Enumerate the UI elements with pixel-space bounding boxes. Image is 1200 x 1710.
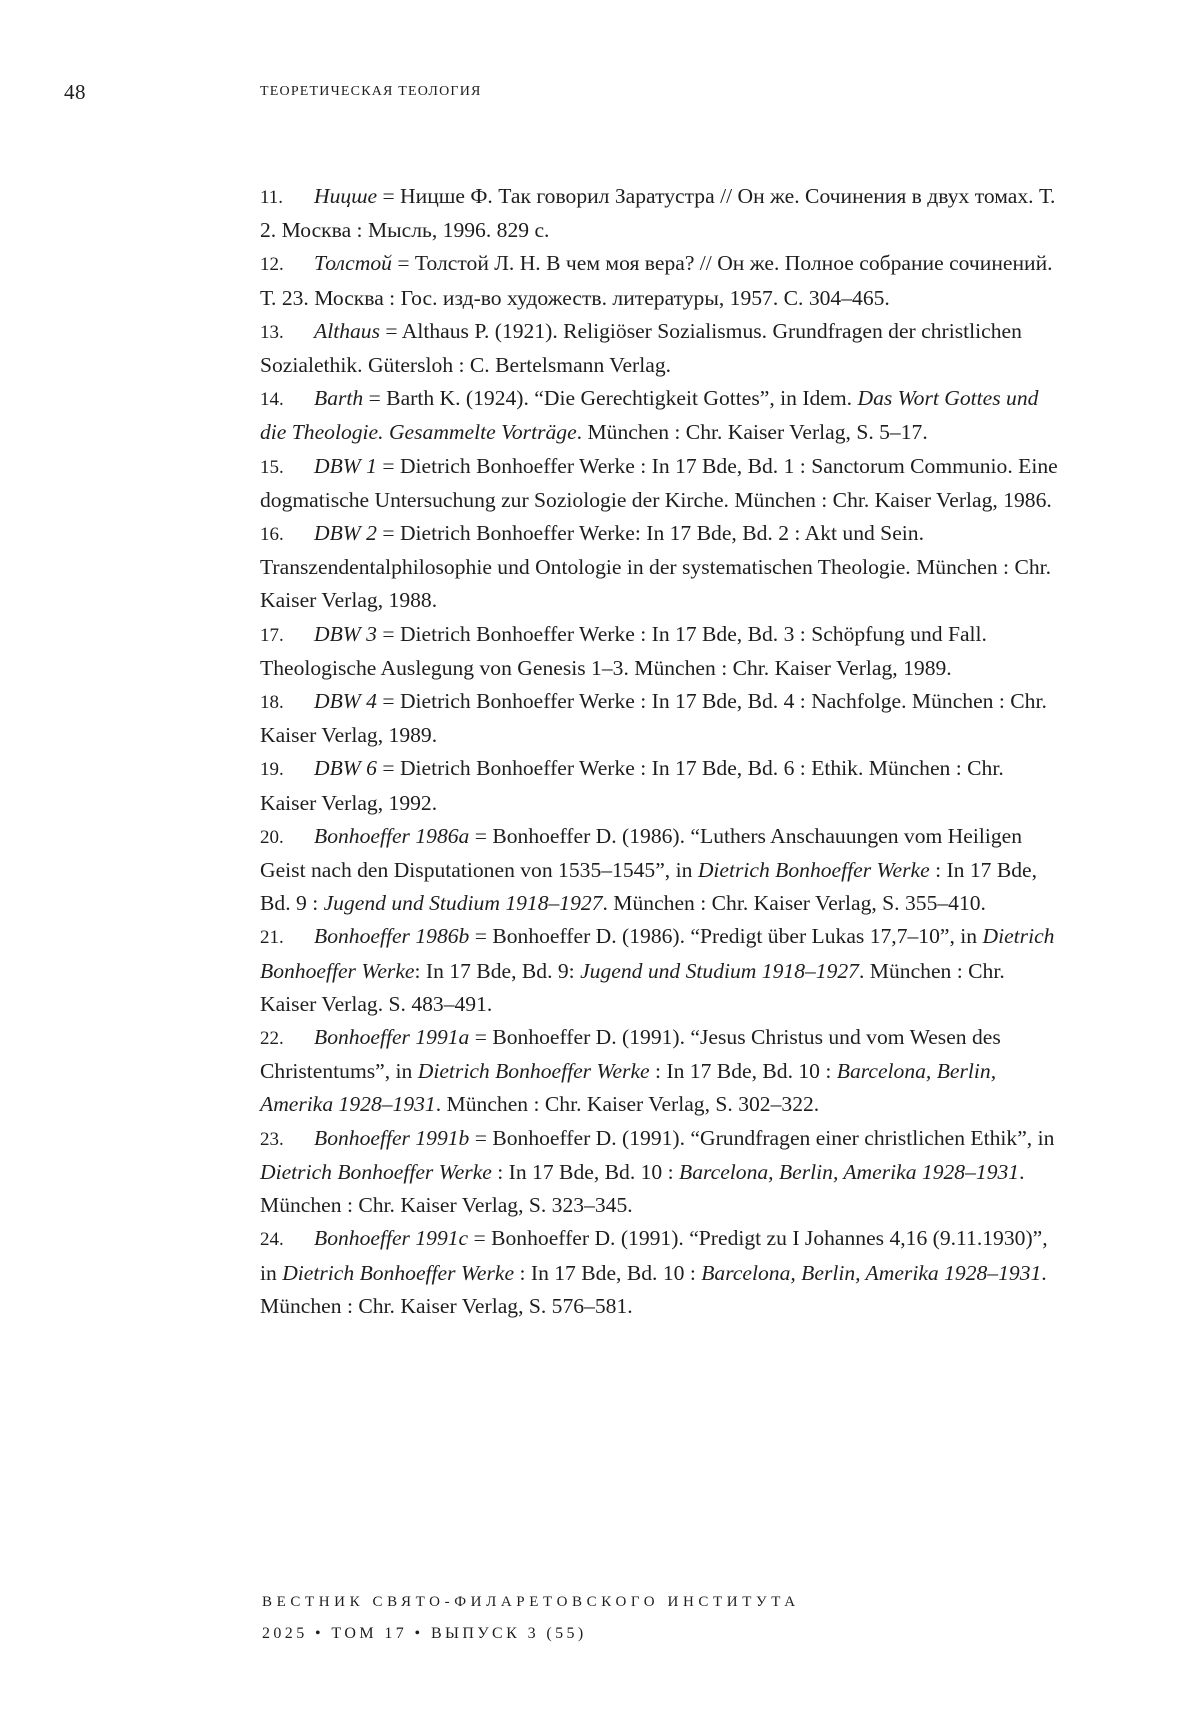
reference-item	[260, 517, 1060, 618]
reference-text: . München : Chr. Kaiser Verlag, S. 302–322.	[436, 1092, 819, 1116]
reference-text: = Dietrich Bonhoeffer Werke : In 17 Bde, Bd. 3 : Schöpfung und Fall. Theologische Auslegung von Genesis 1–3. München : Chr. Kaiser Verlag, 1989.	[260, 622, 987, 680]
reference-italic-text: Bonhoeffer 1991b	[314, 1126, 469, 1150]
reference-item	[260, 618, 1060, 685]
reference-italic-text: Bonhoeffer 1991a	[314, 1025, 469, 1049]
reference-number: 12.	[260, 248, 314, 281]
reference-number: 11.	[260, 181, 314, 214]
reference-text: = Bonhoeffer D. (1986). “Predigt über Lukas 17,7–10”, in	[469, 924, 982, 948]
reference-italic-text: Barcelona, Berlin, Amerika 1928–1931	[701, 1261, 1041, 1285]
reference-number: 15.	[260, 451, 314, 484]
reference-italic-text: Barth	[314, 386, 363, 410]
reference-italic-text: Bonhoeffer 1991c	[314, 1226, 468, 1250]
reference-text: : In 17 Bde, Bd. 10 :	[492, 1160, 679, 1184]
reference-item	[260, 820, 1060, 921]
reference-text: . München : Chr. Kaiser Verlag, S. 576–581.	[260, 1261, 1047, 1318]
reference-text: = Dietrich Bonhoeffer Werke : In 17 Bde, Bd. 4 : Nachfolge. München : Chr. Kaiser Verlag, 1989.	[260, 689, 1047, 747]
reference-italic-text: Jugend und Studium 1918–1927	[324, 891, 603, 915]
journal-title: ВЕСТНИК СВЯТО-ФИЛАРЕТОВСКОГО ИНСТИТУТА	[262, 1586, 800, 1618]
reference-italic-text: Dietrich Bonhoeffer Werke	[418, 1059, 650, 1083]
reference-number: 14.	[260, 383, 314, 416]
reference-text: . München : Chr. Kaiser Verlag. S. 483–491.	[260, 959, 1005, 1016]
reference-item	[260, 450, 1060, 517]
reference-item	[260, 1021, 1060, 1122]
reference-italic-text: Dietrich Bonhoeffer Werke	[282, 1261, 514, 1285]
reference-list	[260, 180, 1060, 1323]
reference-italic-text: DBW 4	[314, 689, 377, 713]
reference-italic-text: Ницше	[314, 184, 377, 208]
reference-italic-text: Das Wort Gottes und die Theologie. Gesammelte Vorträge	[260, 386, 1038, 444]
reference-number: 17.	[260, 619, 314, 652]
reference-text: = Dietrich Bonhoeffer Werke: In 17 Bde, Bd. 2 : Akt und Sein. Transzendentalphilosophie und Ontologie in der systematischen Theologie. München : Chr. Kaiser Verlag, 1988.	[260, 521, 1051, 612]
reference-italic-text: Bonhoeffer 1986b	[314, 924, 469, 948]
journal-issue: 2025 • ТОМ 17 • ВЫПУСК 3 (55)	[262, 1618, 800, 1650]
reference-item	[260, 247, 1060, 314]
reference-number: 20.	[260, 821, 314, 854]
reference-text: . München : Chr. Kaiser Verlag, S. 5–17.	[577, 420, 928, 444]
reference-italic-text: Dietrich Bonhoeffer Werke	[260, 1160, 492, 1184]
reference-italic-text: Dietrich Bonhoeffer Werke	[698, 858, 930, 882]
reference-italic-text: Толстой	[314, 251, 392, 275]
reference-item	[260, 180, 1060, 247]
reference-text: . München : Chr. Kaiser Verlag, S. 355–410.	[603, 891, 986, 915]
reference-italic-text: Jugend und Studium 1918–1927	[580, 959, 859, 983]
reference-text: . München : Chr. Kaiser Verlag, S. 323–345.	[260, 1160, 1025, 1217]
reference-italic-text: Althaus	[314, 319, 380, 343]
reference-item	[260, 382, 1060, 449]
reference-italic-text: DBW 6	[314, 756, 377, 780]
reference-number: 22.	[260, 1022, 314, 1055]
reference-text: = Bonhoeffer D. (1991). “Grundfragen einer christlichen Ethik”, in	[469, 1126, 1054, 1150]
reference-text: : In 17 Bde, Bd. 10 :	[514, 1261, 701, 1285]
reference-text: : In 17 Bde, Bd. 9:	[415, 959, 581, 983]
reference-number: 23.	[260, 1123, 314, 1156]
reference-italic-text: DBW 3	[314, 622, 377, 646]
reference-text: = Bonhoeffer D. (1991). “Jesus Christus und vom Wesen des Christentums”, in	[260, 1025, 1001, 1083]
reference-italic-text: DBW 1	[314, 454, 377, 478]
running-head	[64, 80, 1136, 104]
reference-italic-text: Bonhoeffer 1986a	[314, 824, 469, 848]
reference-text: = Ницше Ф. Так говорил Заратустра // Он же. Сочинения в двух томах. Т. 2. Москва : Мысль, 1996. 829 с.	[260, 184, 1055, 242]
reference-item	[260, 752, 1060, 819]
reference-number: 13.	[260, 316, 314, 349]
reference-number: 16.	[260, 518, 314, 551]
reference-item	[260, 1222, 1060, 1323]
page-number: 48	[64, 80, 86, 105]
reference-italic-text: Barcelona, Berlin, Amerika 1928–1931	[679, 1160, 1019, 1184]
reference-item	[260, 920, 1060, 1021]
reference-number: 19.	[260, 753, 314, 786]
reference-number: 21.	[260, 921, 314, 954]
reference-item	[260, 315, 1060, 382]
reference-text: : In 17 Bde, Bd. 9 :	[260, 858, 1037, 915]
reference-number: 24.	[260, 1223, 314, 1256]
reference-number: 18.	[260, 686, 314, 719]
reference-item	[260, 685, 1060, 752]
journal-footer	[262, 1586, 800, 1650]
section-title: ТЕОРЕТИЧЕСКАЯ ТЕОЛОГИЯ	[260, 84, 482, 100]
reference-text: = Barth K. (1924). “Die Gerechtigkeit Gottes”, in Idem.	[363, 386, 857, 410]
reference-text: = Bonhoeffer D. (1991). “Predigt zu I Johannes 4,16 (9.11.1930)”, in	[260, 1226, 1048, 1284]
reference-italic-text: DBW 2	[314, 521, 377, 545]
reference-text: : In 17 Bde, Bd. 10 :	[650, 1059, 837, 1083]
reference-text: = Dietrich Bonhoeffer Werke : In 17 Bde, Bd. 6 : Ethik. München : Chr. Kaiser Verlag, 1992.	[260, 756, 1004, 814]
reference-italic-text: Dietrich Bonhoeffer Werke	[260, 924, 1054, 982]
reference-text: = Dietrich Bonhoeffer Werke : In 17 Bde, Bd. 1 : Sanctorum Communio. Eine dogmatische Untersuchung zur Soziologie der Kirche. München : Chr. Kaiser Verlag, 1986.	[260, 454, 1058, 512]
reference-text: = Althaus P. (1921). Religiöser Sozialismus. Grundfragen der christlichen Sozialethik. Gütersloh : C. Bertelsmann Verlag.	[260, 319, 1022, 377]
reference-text: = Толстой Л. Н. В чем моя вера? // Он же. Полное собрание сочинений. Т. 23. Москва : Гос. изд-во художеств. литературы, 1957. С. 304–465.	[260, 251, 1053, 309]
reference-item	[260, 1122, 1060, 1223]
reference-text: = Bonhoeffer D. (1986). “Luthers Anschauungen vom Heiligen Geist nach den Disputationen von 1535–1545”, in	[260, 824, 1022, 882]
reference-italic-text: Barcelona, Berlin, Amerika 1928–1931	[260, 1059, 996, 1116]
